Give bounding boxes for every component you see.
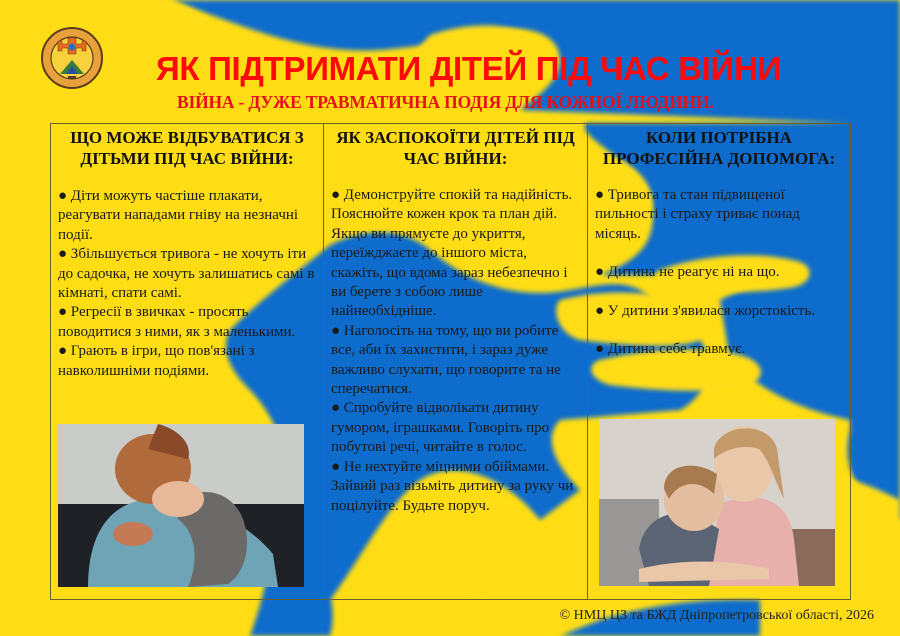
list-item: ● Регресії в звичках - просять поводитися з ними, як з маленькими.: [58, 304, 296, 340]
column-heading: ЩО МОЖЕ ВІДБУВАТИСЯ З ДІТЬМИ ПІД ЧАС ВІЙНИ:: [70, 128, 304, 168]
list-item: ● Не нехтуйте міцними обіймами. Зайвий раз візьміть дитину за руку чи поцілуйте. Будьте поруч.: [331, 458, 574, 514]
page-subtitle: ВІЙНА - ДУЖЕ ТРАВМАТИЧНА ПОДІЯ ДЛЯ КОЖНОЇ ЛЮДИНИ.: [177, 92, 714, 112]
column-professional-help: [588, 124, 850, 599]
list-item: ● Діти можуть частіше плакати, реагувати нападами гніву на незначні події.: [58, 188, 299, 243]
list-item: ● Дитина себе травмує.: [595, 341, 746, 358]
list-item: ● Наголосіть на тому, що ви робите все, аби їх захистити, і зараз дуже важливо слухати, що говорите та не сперечатися.: [331, 322, 561, 398]
column-body: [51, 187, 323, 381]
list-item: ● Грають в ігри, що пов'язані з навколишніми подіями.: [58, 343, 255, 379]
column-body: [324, 186, 587, 516]
column-heading: ЯК ЗАСПОКОЇТИ ДІТЕЙ ПІД ЧАС ВІЙНИ:: [336, 128, 575, 168]
list-item: ● У дитини з'явилася жорстокість.: [595, 302, 816, 319]
photo-girl-hugging-boy: [599, 419, 835, 586]
list-item: ● Спробуйте відволікати дитину гумором, іграшками. Говоріть про побутові речі, читайте в голос.: [331, 400, 550, 456]
list-item: ● Тривога та стан підвищеної пильності і страху триває понад місяць.: [595, 187, 800, 242]
list-item: ● Збільшується тривога - не хочуть іти до садочка, не хочуть залишатись самі в кімнаті, спати самі.: [58, 246, 315, 302]
column-body: [588, 186, 850, 359]
column-what-happens: [51, 124, 324, 599]
list-item: ● Демонструйте спокій та надійність. Пояснюйте кожен крок та план дій. Якщо ви прямуєте до укриття, переїжджаєте до іншого міста, скажіть, що вдома зараз небезпечно і ви берете з собою лише найнеобхідніше.: [331, 187, 573, 320]
column-how-to-calm: [324, 124, 588, 599]
photo-child-hugging-adult: [58, 424, 304, 587]
emblem-icon: [40, 26, 104, 90]
list-item: ● Дитина не реагує ні на що.: [595, 264, 780, 281]
column-heading: КОЛИ ПОТРІБНА ПРОФЕСІЙНА ДОПОМОГА:: [602, 128, 836, 168]
info-table: [50, 123, 851, 600]
copyright-footer: © НМЦ ЦЗ та БЖД Дніпропетровської області, 2026: [559, 608, 874, 623]
page-title: ЯК ПІДТРИМАТИ ДІТЕЙ ПІД ЧАС ВІЙНИ: [156, 50, 781, 87]
